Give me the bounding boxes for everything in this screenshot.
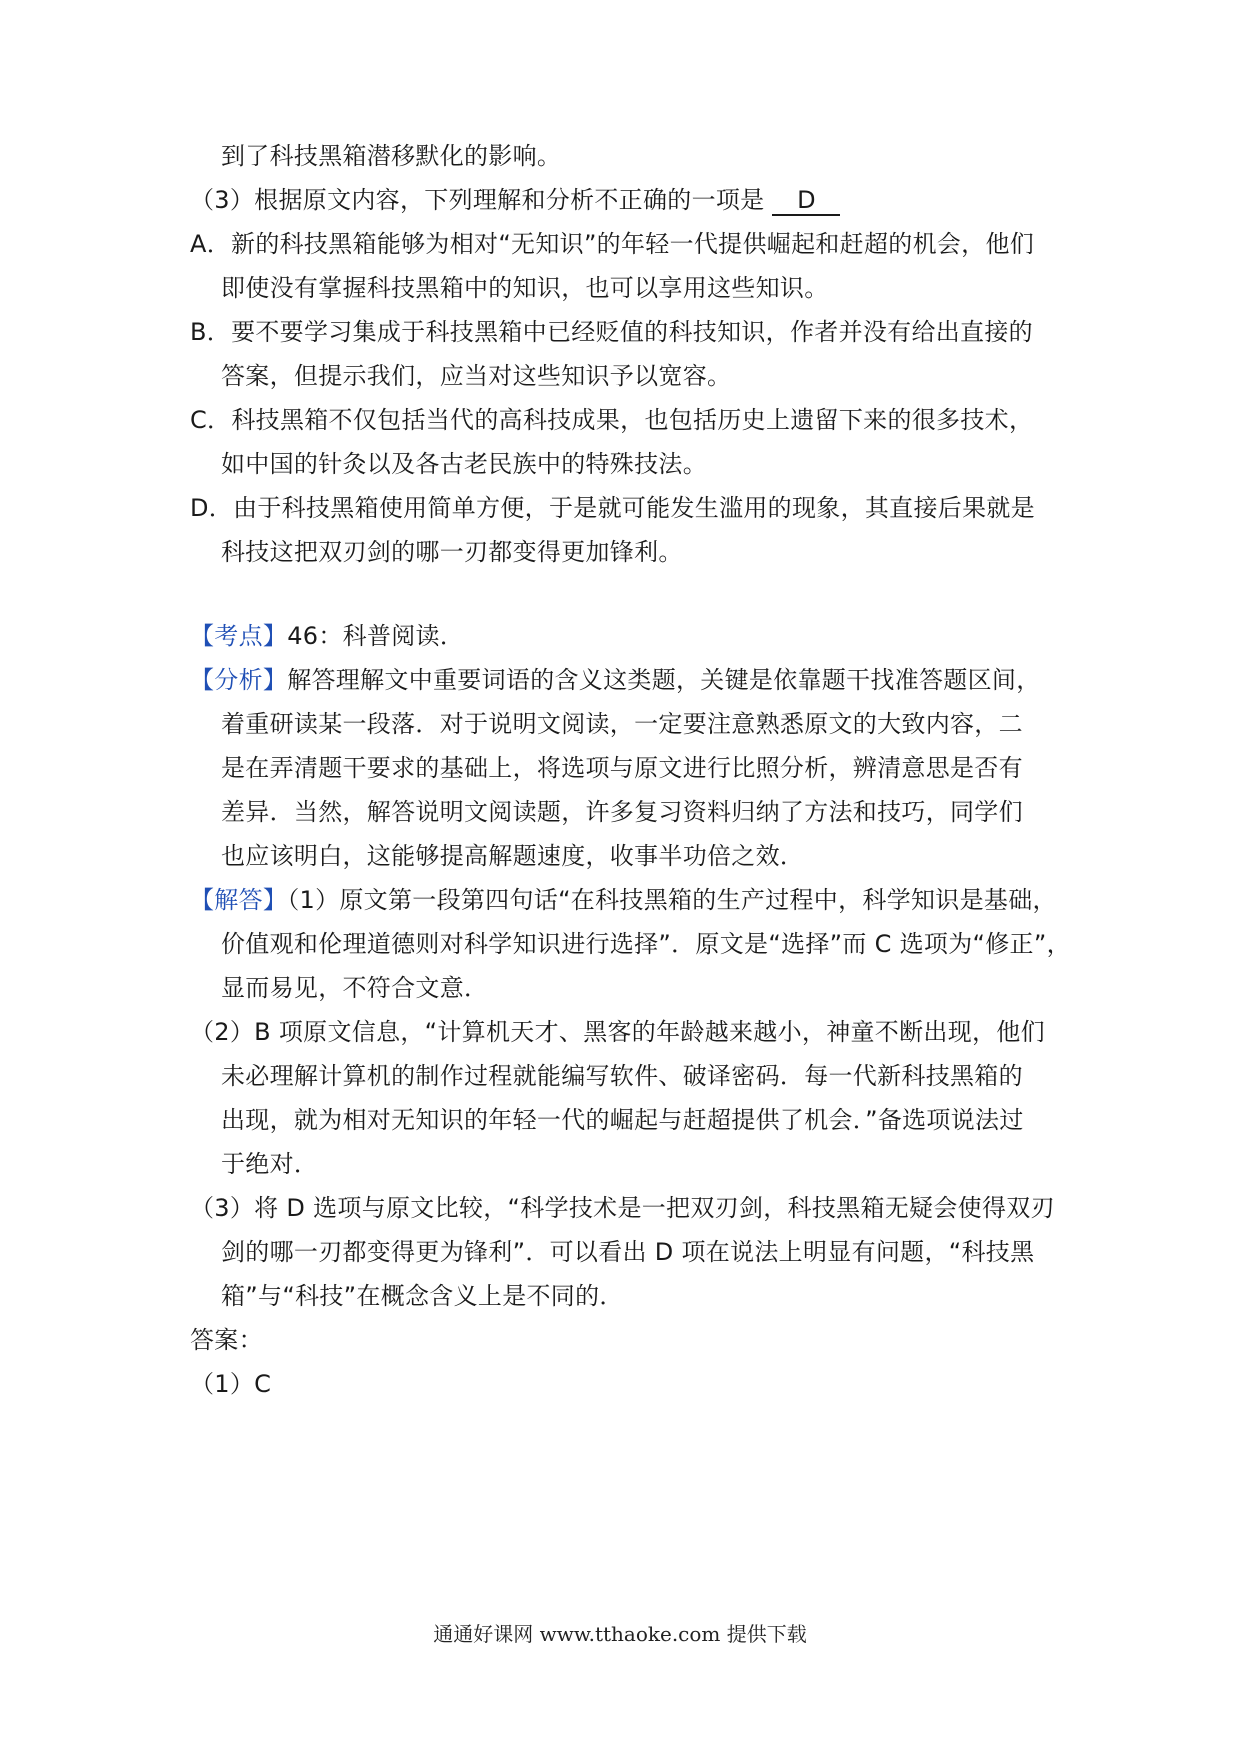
option-d-line1: D．由于科技黑箱使用简单方便，于是就可能发生滥用的现象，其直接后果就是 xyxy=(190,494,1035,522)
jieda-tag: 【解答】 xyxy=(190,886,288,914)
fenxi-tag: 【分析】 xyxy=(190,666,288,694)
jieda-p3-line1: （3）将 D 选项与原文比较，“科学技术是一把双刃剑，科技黑箱无疑会使得双刃 xyxy=(190,1194,1055,1222)
fenxi-line2: 着重研读某一段落．对于说明文阅读，一定要注意熟悉原文的大致内容，二 xyxy=(221,710,1023,738)
jieda-p3-line2: 剑的哪一刃都变得更为锋利”．可以看出 D 项在说法上明显有问题，“科技黑 xyxy=(221,1238,1035,1266)
fenxi-text: 解答理解文中重要词语的含义这类题，关键是依靠题干找准答题区间， xyxy=(287,666,1041,694)
answer-label: 答案： xyxy=(190,1326,263,1354)
question-3-answer: D xyxy=(772,186,840,216)
jieda-p2-line1: （2）B 项原文信息，“计算机天才、黑客的年龄越来越小，神童不断出现，他们 xyxy=(190,1018,1045,1046)
kaodian-line xyxy=(190,620,464,652)
option-b-line2: 答案，但提示我们，应当对这些知识予以宽容。 xyxy=(221,362,732,390)
fenxi-line1 xyxy=(190,664,1041,696)
previous-answer-line: 到了科技黑箱潜移默化的影响。 xyxy=(221,142,562,170)
jieda-p1-line3: 显而易见，不符合文意． xyxy=(221,974,489,1002)
question-3-text: （3）根据原文内容，下列理解和分析不正确的一项是 xyxy=(190,186,765,214)
kaodian-text: 46：科普阅读． xyxy=(287,622,465,650)
jieda-p1-line2: 价值观和伦理道德则对科学知识进行选择”．原文是“选择”而 C 选项为“修正”， xyxy=(221,930,1071,958)
fenxi-line4: 差异．当然，解答说明文阅读题，许多复习资料归纳了方法和技巧，同学们 xyxy=(221,798,1023,826)
jieda-p2-line3: 出现，就为相对无知识的年轻一代的崛起与赶超提供了机会．”备选项说法过 xyxy=(221,1106,1024,1134)
jieda-p2-line2: 未必理解计算机的制作过程就能编写软件、破译密码．每一代新科技黑箱的 xyxy=(221,1062,1023,1090)
option-a-line1: A．新的科技黑箱能够为相对“无知识”的年轻一代提供崛起和赶超的机会，他们 xyxy=(190,230,1035,258)
option-c-line1: C．科技黑箱不仅包括当代的高科技成果，也包括历史上遗留下来的很多技术， xyxy=(190,406,1034,434)
option-c-line2: 如中国的针灸以及各古老民族中的特殊技法。 xyxy=(221,450,707,478)
option-d-line2: 科技这把双刃剑的哪一刃都变得更加锋利。 xyxy=(221,538,683,566)
jieda-text: （1）原文第一段第四句话“在科技黑箱的生产过程中，科学知识是基础， xyxy=(287,886,1057,914)
jieda-p3-line3: 箱”与“科技”在概念含义上是不同的． xyxy=(221,1282,624,1310)
answer-1: （1）C xyxy=(190,1370,272,1398)
jieda-p2-line4: 于绝对． xyxy=(221,1150,319,1178)
jieda-line1 xyxy=(190,884,1057,916)
fenxi-line5: 也应该明白，这能够提高解题速度，收事半功倍之效． xyxy=(221,842,805,870)
question-3 xyxy=(190,184,840,216)
fenxi-line3: 是在弄清题干要求的基础上，将选项与原文进行比照分析，辨清意思是否有 xyxy=(221,754,1023,782)
option-b-line1: B．要不要学习集成于科技黑箱中已经贬值的科技知识，作者并没有给出直接的 xyxy=(190,318,1033,346)
option-a-line2: 即使没有掌握科技黑箱中的知识，也可以享用这些知识。 xyxy=(221,274,829,302)
page-footer: 通通好课网 www.tthaoke.com 提供下载 xyxy=(433,1622,807,1646)
kaodian-tag: 【考点】 xyxy=(190,622,288,650)
